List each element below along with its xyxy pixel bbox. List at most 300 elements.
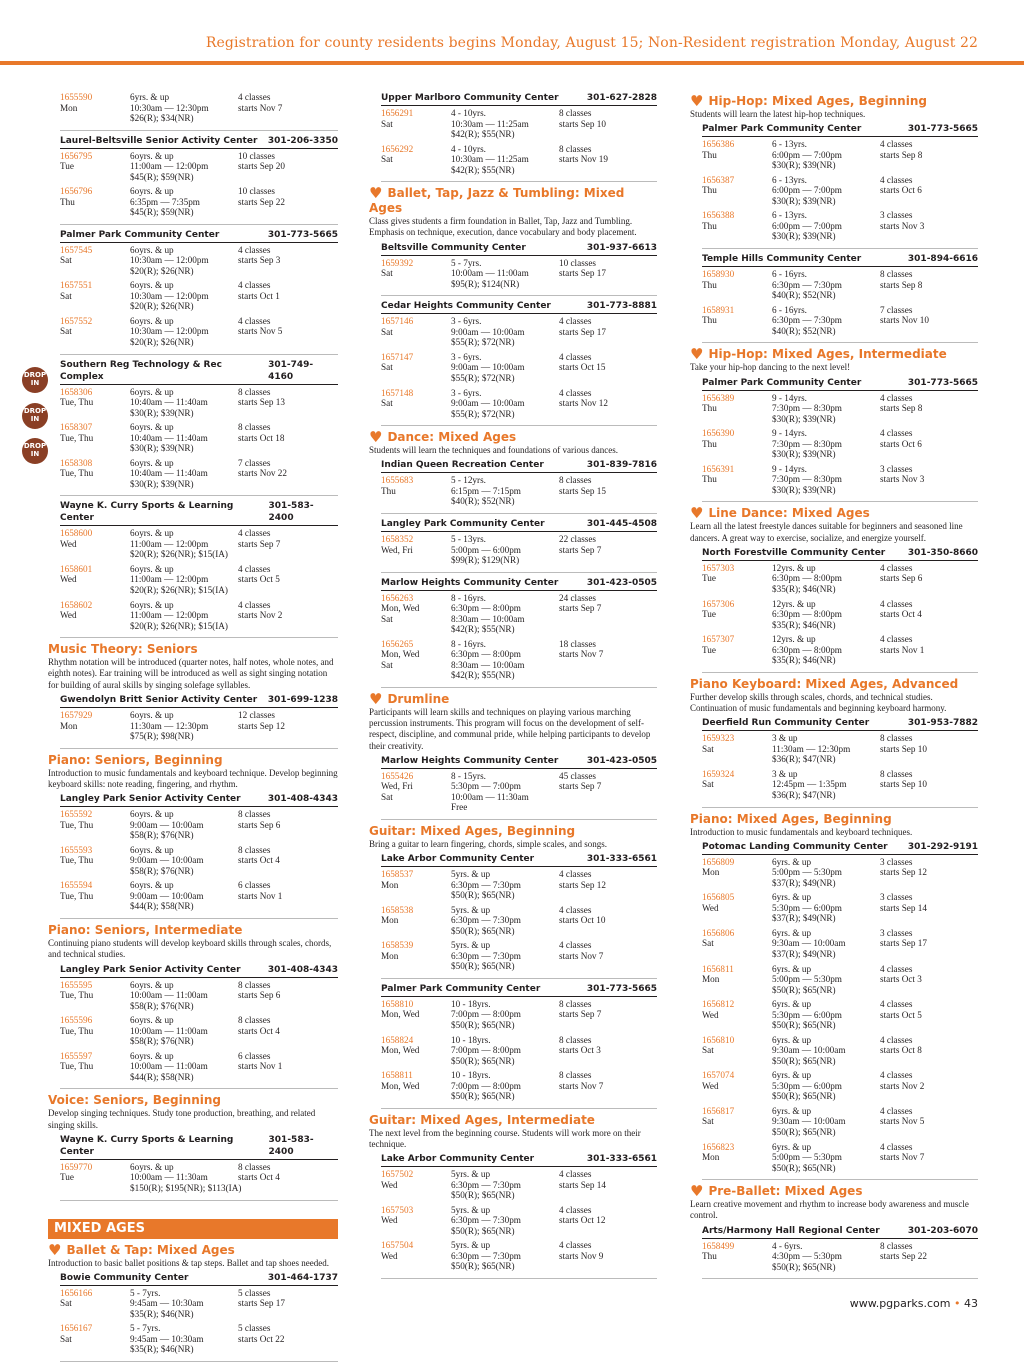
- class-code[interactable]: 1656166: [60, 1287, 93, 1298]
- class-days: Wed, Fri: [381, 544, 413, 555]
- page-footer: [850, 1297, 978, 1310]
- class-code[interactable]: 1657551: [60, 280, 93, 291]
- class-info: [772, 599, 842, 631]
- location-block: [48, 500, 338, 638]
- section-heading: [369, 1113, 657, 1128]
- class-schedule: [880, 1142, 924, 1163]
- class-entry: [702, 1241, 978, 1277]
- class-code[interactable]: 1658308: [60, 457, 93, 468]
- class-info-line: 9:30am — 10:00am: [772, 1116, 846, 1127]
- location-name: Lake Arbor Community Center: [381, 1154, 535, 1165]
- class-info-line: 10:30am — 12:00pm: [130, 255, 209, 266]
- class-days: Thu: [702, 185, 717, 196]
- class-info: [130, 600, 228, 632]
- section-heading: [690, 677, 978, 692]
- class-schedule: [238, 245, 280, 266]
- class-schedule: [559, 869, 606, 890]
- class-code[interactable]: 1658539: [381, 940, 414, 951]
- class-info: [130, 92, 209, 124]
- class-code[interactable]: 1657545: [60, 244, 93, 255]
- class-schedule-line: starts Nov 1: [238, 1061, 283, 1072]
- class-schedule-line: 4 classes: [559, 1204, 592, 1215]
- class-code[interactable]: 1656810: [702, 1034, 735, 1045]
- class-schedule-line: 6 classes: [238, 880, 271, 891]
- class-entry: [702, 599, 978, 635]
- class-entry: [381, 905, 657, 941]
- footer-url[interactable]: www.pgparks.com: [849, 1297, 951, 1310]
- class-info-line: 9 - 14yrs.: [772, 428, 807, 439]
- class-code[interactable]: 1659323: [702, 733, 735, 744]
- location-phone: 301-408-4343: [267, 794, 338, 805]
- class-code[interactable]: 1657504: [381, 1240, 414, 1251]
- section-heading: [48, 642, 338, 657]
- class-code[interactable]: 1659324: [702, 768, 735, 779]
- section-heading: [48, 923, 338, 938]
- class-code[interactable]: 1658306: [60, 386, 93, 397]
- location-header: [60, 359, 338, 385]
- class-info-line: $150(R); $195(NR); $113(IA): [130, 1182, 242, 1193]
- class-entry: [702, 999, 978, 1035]
- location-block: [690, 717, 978, 807]
- class-code[interactable]: 1656387: [702, 174, 735, 185]
- section-description: Develop singing techniques. Study tone production, breathing, and related singing skills.: [48, 1108, 316, 1130]
- class-days: Thu: [702, 279, 717, 290]
- class-info-line: 5:00pm — 5:30pm: [772, 867, 842, 878]
- class-schedule-line: 4 classes: [880, 1070, 913, 1081]
- class-info-line: $20(R); $26(NR); $15(IA): [130, 620, 228, 631]
- class-code[interactable]: 1656796: [60, 186, 93, 197]
- class-schedule-line: starts Sep 17: [559, 268, 606, 279]
- class-info-line: 4 - 10yrs.: [451, 108, 486, 118]
- location-header: [702, 123, 978, 137]
- class-entry: [60, 1051, 338, 1087]
- section-description: Introduction to music fundamentals and keyboard techniques.: [690, 826, 913, 837]
- class-info-line: 6yrs. & up: [772, 892, 812, 903]
- class-entry: [702, 269, 978, 305]
- location-header: [702, 547, 978, 561]
- class-info-line: $50(R); $65(NR): [772, 984, 836, 995]
- location-block: [48, 694, 338, 749]
- class-info-line: 6yrs. & up: [772, 1141, 812, 1152]
- class-info-line: 9:45am — 10:30am: [130, 1298, 204, 1309]
- class-info-line: $95(R); $124(NR): [451, 278, 520, 289]
- class-days: Wed: [60, 538, 77, 549]
- class-code[interactable]: 1657307: [702, 634, 735, 645]
- class-info-line: 6oyrs. & up: [130, 457, 174, 468]
- class-info-line: $58(R); $76(NR): [130, 865, 194, 876]
- class-days: Wed: [60, 610, 77, 621]
- class-code[interactable]: 1658499: [702, 1240, 735, 1251]
- class-code[interactable]: 1657147: [381, 351, 414, 362]
- class-code[interactable]: 1659392: [381, 257, 414, 268]
- class-schedule-line: 5 classes: [238, 1287, 271, 1298]
- class-schedule-line: starts Nov 9: [559, 1250, 604, 1261]
- location-phone: 301-953-7882: [907, 718, 978, 729]
- class-schedule-line: 8 classes: [238, 809, 271, 820]
- section-title: Piano: Seniors, Intermediate: [48, 922, 243, 937]
- class-days: Sat: [381, 118, 393, 129]
- location-phone: 301-408-4343: [267, 964, 338, 975]
- location-header: [381, 853, 657, 867]
- class-code[interactable]: 1657148: [381, 387, 414, 398]
- class-schedule-line: starts Nov 2: [238, 610, 283, 621]
- class-schedule-line: 4 classes: [880, 139, 913, 150]
- section-heading: [48, 1240, 338, 1259]
- class-entry: [60, 387, 338, 423]
- class-days: Wed: [702, 1009, 719, 1020]
- class-code[interactable]: 1658602: [60, 599, 93, 610]
- class-code[interactable]: 1655597: [60, 1050, 93, 1061]
- class-days: Mon, Wed: [381, 1045, 420, 1055]
- location-phone: 301-627-2828: [586, 93, 657, 103]
- class-code[interactable]: 1655595: [60, 979, 93, 990]
- class-info-line: $42(R); $55(NR): [451, 670, 515, 681]
- class-info-line: $30(R); $39(NR): [130, 407, 194, 418]
- class-info-line: 6oyrs. & up: [130, 1161, 174, 1172]
- class-schedule-line: starts Oct 6: [880, 438, 922, 449]
- class-entry: [60, 245, 338, 281]
- class-entry: [60, 980, 338, 1016]
- class-days: Tue, Thu: [60, 432, 94, 443]
- section-title: Ballet & Tap: Mixed Ages: [66, 1242, 235, 1257]
- class-info: [451, 905, 521, 937]
- class-code[interactable]: 1657306: [702, 598, 735, 609]
- class-info-line: 5 - 12yrs.: [451, 475, 486, 486]
- section-banner: MIXED AGES: [48, 1219, 338, 1239]
- class-schedule: [880, 1241, 927, 1262]
- location-phone: 301-350-8660: [907, 547, 978, 558]
- class-schedule-line: 4 classes: [238, 599, 271, 610]
- class-schedule-line: 4 classes: [238, 244, 271, 255]
- class-info: [772, 1070, 842, 1102]
- class-code[interactable]: 1656806: [702, 927, 735, 938]
- class-info-line: $45(R); $59(NR): [130, 207, 194, 218]
- class-info-line: 3 - 6yrs.: [451, 351, 482, 362]
- class-info: [451, 316, 525, 348]
- class-entry: [381, 593, 657, 639]
- class-schedule-line: starts Sep 14: [880, 902, 927, 913]
- class-info-line: 6:00pm — 7:00pm: [772, 185, 842, 196]
- class-code[interactable]: 1658601: [60, 563, 93, 574]
- class-entry: [60, 458, 338, 494]
- class-info-line: 6:30pm — 7:30pm: [451, 1215, 521, 1226]
- class-schedule-line: 4 classes: [238, 280, 271, 291]
- class-code[interactable]: 1658538: [381, 904, 414, 915]
- class-info-line: 6:30pm — 7:30pm: [451, 1179, 521, 1190]
- class-code[interactable]: 1657503: [381, 1204, 414, 1215]
- heart-icon: ♥: [369, 428, 383, 447]
- class-days: Sat: [60, 326, 72, 337]
- class-code[interactable]: 1656265: [381, 638, 414, 649]
- class-entry: [60, 422, 338, 458]
- class-code[interactable]: 1658537: [381, 869, 414, 880]
- class-code[interactable]: 1656390: [702, 428, 735, 439]
- class-schedule-line: 4 classes: [559, 904, 592, 915]
- class-info-line: 11:00am — 12:00pm: [130, 610, 209, 621]
- location-block: [48, 793, 338, 919]
- section-heading: [369, 824, 657, 839]
- class-entry: [381, 940, 657, 976]
- class-entry: [381, 475, 657, 511]
- location-phone: 301-773-5665: [267, 229, 338, 240]
- section-heading: [369, 186, 657, 216]
- class-info-line: 6yrs. & up: [772, 963, 812, 974]
- class-info-line: $45(R); $59(NR): [130, 171, 194, 182]
- class-info: [451, 144, 529, 176]
- class-code[interactable]: 1656292: [381, 143, 414, 154]
- class-code[interactable]: 1656389: [702, 392, 735, 403]
- location-header: [60, 1134, 338, 1160]
- class-schedule-line: 8 classes: [880, 768, 913, 779]
- class-schedule-line: starts Nov 2: [880, 1080, 925, 1091]
- class-info-line: $50(R); $65(NR): [772, 1126, 836, 1137]
- class-code[interactable]: 1657146: [381, 316, 414, 327]
- class-days: Thu: [702, 149, 717, 160]
- class-days: Thu: [702, 438, 717, 449]
- section-title: Guitar: Mixed Ages, Beginning: [369, 823, 576, 838]
- class-entry: [702, 175, 978, 211]
- class-code[interactable]: 1656823: [702, 1141, 735, 1152]
- class-entry: [381, 352, 657, 388]
- class-schedule-line: starts Sep 14: [559, 1179, 606, 1190]
- class-info: [451, 108, 529, 140]
- class-info-line: 6:30pm — 8:00pm: [772, 609, 842, 620]
- class-code[interactable]: 1658824: [381, 1034, 414, 1045]
- class-entry: [381, 144, 657, 180]
- location-block: [369, 300, 657, 426]
- class-entry: [60, 316, 338, 352]
- class-schedule: [238, 564, 280, 585]
- class-code[interactable]: 1656386: [702, 139, 735, 150]
- class-code[interactable]: 1655594: [60, 880, 93, 891]
- class-code[interactable]: 1656812: [702, 999, 735, 1010]
- class-info-line: 6oyrs. & up: [130, 880, 174, 891]
- location-block: [48, 1134, 338, 1201]
- class-info-line: 7:00pm — 8:00pm: [451, 1009, 521, 1020]
- class-code[interactable]: 1659770: [60, 1161, 93, 1172]
- class-schedule: [559, 593, 601, 614]
- drop-in-text: IN: [30, 414, 40, 423]
- class-info: [451, 1240, 521, 1272]
- page-number: 43: [964, 1297, 978, 1310]
- class-code[interactable]: 1657074: [702, 1070, 735, 1081]
- class-info-line: 6yrs. & up: [772, 999, 812, 1010]
- class-schedule-line: 8 classes: [880, 269, 913, 280]
- class-schedule-line: 8 classes: [559, 108, 592, 118]
- class-schedule: [880, 928, 927, 949]
- location-phone: 301-699-1238: [267, 695, 338, 706]
- class-code[interactable]: 1656167: [60, 1323, 93, 1334]
- location-name: Palmer Park Community Center: [702, 377, 862, 388]
- class-schedule-line: starts Oct 5: [238, 574, 280, 585]
- class-info-line: $40(R); $52(NR): [451, 496, 515, 507]
- location-name: Southern Reg Technology & Rec Complex: [60, 359, 222, 382]
- class-info-line: 6:00pm — 7:00pm: [772, 220, 842, 231]
- class-info-line: $50(R); $65(NR): [451, 925, 515, 936]
- section-title: Dance: Mixed Ages: [387, 430, 517, 445]
- class-info-line: Free: [451, 802, 468, 813]
- class-info: [451, 534, 521, 566]
- section-heading: [690, 347, 978, 362]
- class-schedule-line: starts Nov 22: [238, 468, 287, 479]
- class-schedule-line: 4 classes: [880, 428, 913, 439]
- class-schedule: [559, 108, 606, 129]
- location-block: [369, 518, 657, 573]
- class-info-line: $58(R); $76(NR): [130, 1036, 194, 1047]
- class-schedule: [238, 1323, 284, 1344]
- class-schedule-line: 8 classes: [238, 1161, 271, 1172]
- class-info-line: 6:30pm — 8:00pm: [772, 644, 842, 655]
- class-info-line: $30(R); $39(NR): [772, 413, 836, 424]
- class-code[interactable]: 1657929: [60, 710, 93, 721]
- section-title: Piano Keyboard: Mixed Ages, Advanced: [690, 676, 959, 691]
- class-code[interactable]: 1655593: [60, 844, 93, 855]
- class-days: Sat: [60, 1333, 72, 1344]
- location-phone: 301-423-0505: [586, 577, 657, 588]
- class-info-line: 6oyrs. & up: [130, 809, 174, 820]
- class-code[interactable]: 1656388: [702, 210, 735, 221]
- class-schedule: [238, 1162, 280, 1183]
- class-code[interactable]: 1656391: [702, 463, 735, 474]
- class-code[interactable]: 1658600: [60, 528, 93, 539]
- class-schedule-line: starts Sep 17: [880, 938, 927, 949]
- class-code[interactable]: 1655683: [381, 475, 414, 486]
- class-schedule: [238, 316, 282, 337]
- class-info-line: $30(R); $39(NR): [130, 478, 194, 489]
- class-info-line: 10 - 18yrs.: [451, 1034, 491, 1045]
- class-info-line: $50(R); $65(NR): [451, 1055, 515, 1066]
- class-schedule-line: starts Nov 19: [559, 154, 608, 165]
- class-schedule: [238, 186, 285, 207]
- class-schedule-line: starts Sep 10: [880, 743, 927, 754]
- class-info: [451, 771, 529, 813]
- class-info-line: 10 - 18yrs.: [451, 1070, 491, 1081]
- location-header: [60, 964, 338, 978]
- class-info-line: $58(R); $76(NR): [130, 830, 194, 841]
- class-info-line: 3 & up: [772, 733, 798, 744]
- class-info-line: 6oyrs. & up: [130, 563, 174, 574]
- location-name: Deerfield Run Community Center: [702, 718, 870, 729]
- class-code[interactable]: 1656291: [381, 108, 414, 118]
- class-entry: [702, 634, 978, 670]
- class-days: Mon: [702, 867, 720, 878]
- class-info-line: 6 - 13yrs.: [772, 174, 807, 185]
- class-info-line: 6oyrs. & up: [130, 186, 174, 197]
- class-schedule: [238, 280, 280, 301]
- class-entry: [60, 151, 338, 187]
- class-code[interactable]: 1655426: [381, 770, 414, 781]
- class-entry: [381, 771, 657, 817]
- class-info-line: $44(R); $58(NR): [130, 1071, 194, 1082]
- class-code[interactable]: 1658930: [702, 269, 735, 280]
- class-code[interactable]: 1655596: [60, 1015, 93, 1026]
- class-code[interactable]: 1656263: [381, 592, 414, 603]
- class-info-line: $58(R); $76(NR): [130, 1000, 194, 1011]
- class-info-line: 12:45pm — 1:35pm: [772, 779, 847, 790]
- class-code[interactable]: 1658352: [381, 534, 414, 545]
- class-days: Wed: [381, 1179, 398, 1190]
- class-code[interactable]: 1656817: [702, 1105, 735, 1116]
- location-block: [369, 92, 657, 182]
- class-code[interactable]: 1658931: [702, 304, 735, 315]
- class-info-line: 4 - 6yrs.: [772, 1240, 803, 1251]
- class-info-line: $42(R); $55(NR): [451, 624, 515, 635]
- class-info-line: $30(R); $39(NR): [772, 160, 836, 171]
- class-schedule-line: starts Oct 12: [559, 1215, 606, 1226]
- location-phone: 301-333-6561: [586, 854, 657, 865]
- section-heading: [690, 94, 978, 109]
- class-info-line: 8:30am — 10:00am: [451, 613, 525, 624]
- class-info-line: 6:30pm — 7:30pm: [772, 279, 842, 290]
- class-code[interactable]: 1656809: [702, 856, 735, 867]
- class-info-line: 9:00am — 10:00am: [130, 819, 204, 830]
- class-code[interactable]: 1655590: [60, 92, 93, 102]
- class-info-line: 6oyrs. & up: [130, 1015, 174, 1026]
- location-name: Palmer Park Community Center: [60, 229, 220, 240]
- class-code[interactable]: 1658307: [60, 422, 93, 433]
- class-code[interactable]: 1656805: [702, 892, 735, 903]
- section-heading: [48, 753, 338, 768]
- class-info-line: 10:00am — 11:00am: [130, 1061, 208, 1072]
- class-info: [451, 388, 525, 420]
- class-schedule-line: starts Nov 7: [559, 1080, 604, 1091]
- class-schedule-line: 4 classes: [238, 528, 271, 539]
- class-entry: [702, 139, 978, 175]
- class-schedule-line: 8 classes: [238, 844, 271, 855]
- class-entry: [702, 892, 978, 928]
- class-info: [772, 1241, 842, 1273]
- section-title: Hip-Hop: Mixed Ages, Beginning: [708, 94, 927, 108]
- class-info-line: 8:30am — 10:00am: [451, 659, 525, 670]
- class-schedule-line: starts Nov 5: [880, 1116, 925, 1127]
- class-code[interactable]: 1658810: [381, 998, 414, 1009]
- class-schedule-line: 4 classes: [238, 563, 271, 574]
- class-code[interactable]: 1657552: [60, 315, 93, 326]
- class-info: [451, 258, 529, 290]
- class-code[interactable]: 1657502: [381, 1169, 414, 1180]
- class-info: [451, 1070, 521, 1102]
- class-info: [772, 1035, 846, 1067]
- class-schedule-line: starts Sep 6: [238, 990, 281, 1001]
- class-info-line: $35(R); $46(NR): [130, 1308, 194, 1319]
- class-schedule: [880, 634, 924, 655]
- class-info-line: 6oyrs. & up: [130, 422, 174, 433]
- class-info: [772, 1106, 846, 1138]
- class-info-line: 6:30pm — 7:30pm: [451, 950, 521, 961]
- class-schedule: [880, 305, 929, 326]
- section-description: The next level from the beginning course. Students will work more on their technique.: [369, 1127, 641, 1149]
- class-info-line: 6oyrs. & up: [130, 599, 174, 610]
- class-code[interactable]: 1657303: [702, 562, 735, 573]
- class-info-line: 6:30pm — 7:30pm: [772, 315, 842, 326]
- class-info-line: 4:30pm — 5:30pm: [772, 1251, 842, 1262]
- class-entry: [702, 769, 978, 805]
- class-code[interactable]: 1656811: [702, 963, 734, 974]
- class-info-line: $35(R); $46(NR): [772, 583, 836, 594]
- class-schedule-line: 3 classes: [880, 927, 913, 938]
- location-phone: 301-773-5665: [907, 377, 978, 388]
- drop-in-badge: [22, 438, 48, 464]
- section-heading: [369, 689, 657, 708]
- class-code[interactable]: 1655592: [60, 809, 93, 820]
- location-block: [369, 755, 657, 820]
- class-code[interactable]: 1656795: [60, 150, 93, 161]
- class-schedule: [238, 1288, 285, 1309]
- drop-in-text: IN: [30, 378, 40, 387]
- class-info: [772, 857, 842, 889]
- class-schedule-line: 4 classes: [880, 562, 913, 573]
- class-code[interactable]: 1658811: [381, 1070, 413, 1081]
